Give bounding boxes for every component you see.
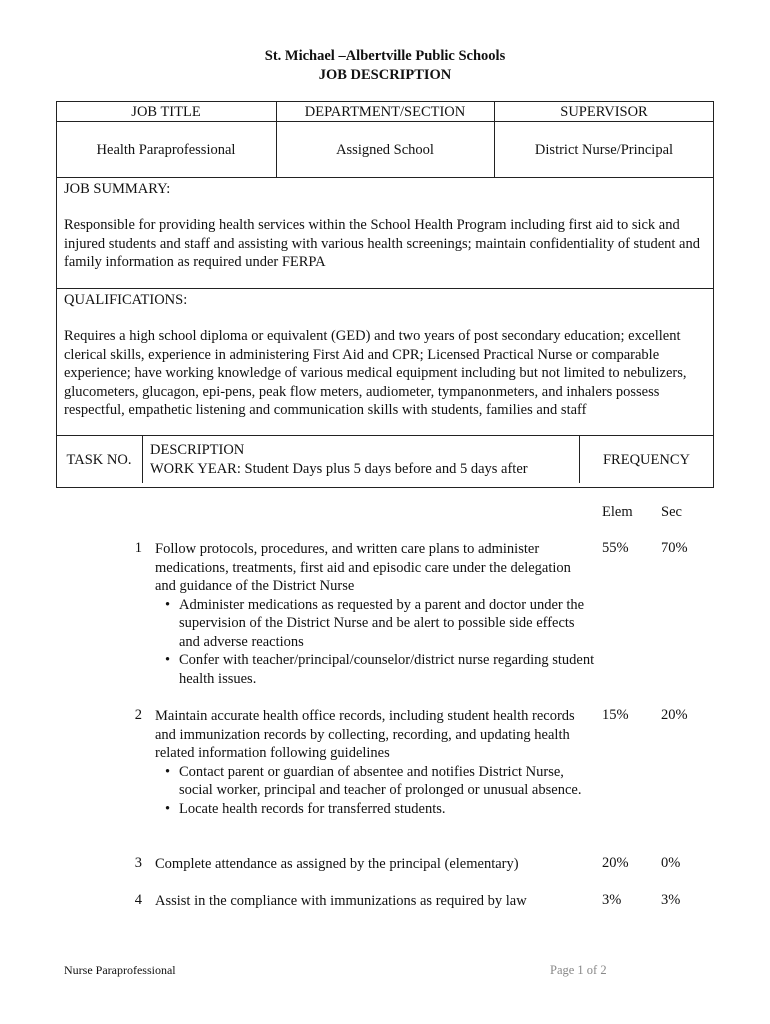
summary-text: Responsible for providing health services within the School Health Program including first aid to sick and injured students and staff and assisting with various health screenings; maintain confidentiality of student and family information as required under FERPA	[64, 217, 700, 270]
frequency-header: FREQUENCY	[602, 452, 690, 468]
task-bullet: • Confer with teacher/principal/counselor/district nurse regarding student health issues.	[163, 651, 595, 688]
task-number: 1	[134, 540, 142, 556]
elem-frequency: 55%	[602, 540, 629, 556]
elem-frequency: 20%	[602, 855, 629, 871]
task-description	[155, 707, 595, 818]
qualifications-label: QUALIFICATIONS:	[64, 292, 188, 308]
summary-label: JOB SUMMARY:	[64, 181, 171, 197]
elem-frequency: 15%	[602, 707, 629, 723]
sec-frequency: 3%	[661, 892, 681, 908]
qualifications-text: Requires a high school diploma or equivalent (GED) and two years of post secondary education; excellent clerical skills, experience in administering First Aid and CPR; Licensed Practical Nurse or comparable experience; have working knowledge of various medical equipment including but not limited to nebulizers, glucometers, glucagon, epi-pens, peak flow meters, audiometer, tympanonmeters, and inhalers possess respectful, empathetic listening and communication skills with students, families and staff	[64, 328, 687, 418]
sec-frequency: 0%	[661, 855, 681, 871]
job-title-value: Health Paraprofessional	[96, 142, 236, 158]
task-number: 4	[134, 892, 142, 908]
task-number: 3	[134, 855, 142, 871]
description-header: DESCRIPTION	[150, 442, 245, 458]
divider	[56, 121, 714, 122]
sec-frequency: 70%	[661, 540, 688, 556]
supervisor-header: SUPERVISOR	[560, 104, 648, 120]
task-no-header: TASK NO.	[66, 452, 132, 468]
organization-name: St. Michael –Albertville Public Schools	[264, 48, 506, 64]
task-description	[155, 540, 595, 688]
task-bullet: • Administer medications as requested by a parent and doctor under the supervision of the District Nurse and be alert to possible side effects and adverse reactions	[163, 596, 595, 652]
task-text: Assist in the compliance with immunizations as required by law	[155, 893, 527, 909]
divider	[56, 177, 714, 178]
task-text: Complete attendance as assigned by the principal (elementary)	[155, 856, 519, 872]
job-title-header: JOB TITLE	[131, 104, 201, 120]
task-text: Follow protocols, procedures, and written care plans to administer medications, treatments, first aid and episodic care under the delegation and guidance of the District Nurse	[155, 541, 571, 594]
supervisor-value: District Nurse/Principal	[534, 142, 674, 158]
task-bullet: • Contact parent or guardian of absentee and notifies District Nurse, social worker, principal and teacher of prolonged or unusual absence.	[163, 763, 595, 800]
divider	[56, 288, 714, 289]
department-value: Assigned School	[336, 142, 434, 158]
work-year-text: WORK YEAR: Student Days plus 5 days before and 5 days after	[150, 461, 528, 477]
elem-column-label: Elem	[602, 504, 633, 520]
sec-column-label: Sec	[661, 504, 682, 520]
elem-frequency: 3%	[602, 892, 622, 908]
sec-frequency: 20%	[661, 707, 688, 723]
page-number: Page 1 of 2	[550, 963, 607, 977]
task-text: Maintain accurate health office records, including student health records and immunization records by collecting, recording, and updating health related information following guidelines	[155, 708, 575, 761]
document-title: JOB DESCRIPTION	[318, 67, 452, 83]
task-bullet: • Locate health records for transferred students.	[163, 800, 595, 819]
divider	[56, 435, 714, 436]
divider	[142, 435, 143, 483]
task-number: 2	[134, 707, 142, 723]
department-header: DEPARTMENT/SECTION	[304, 104, 466, 120]
footer-document-name: Nurse Paraprofessional	[64, 963, 176, 977]
